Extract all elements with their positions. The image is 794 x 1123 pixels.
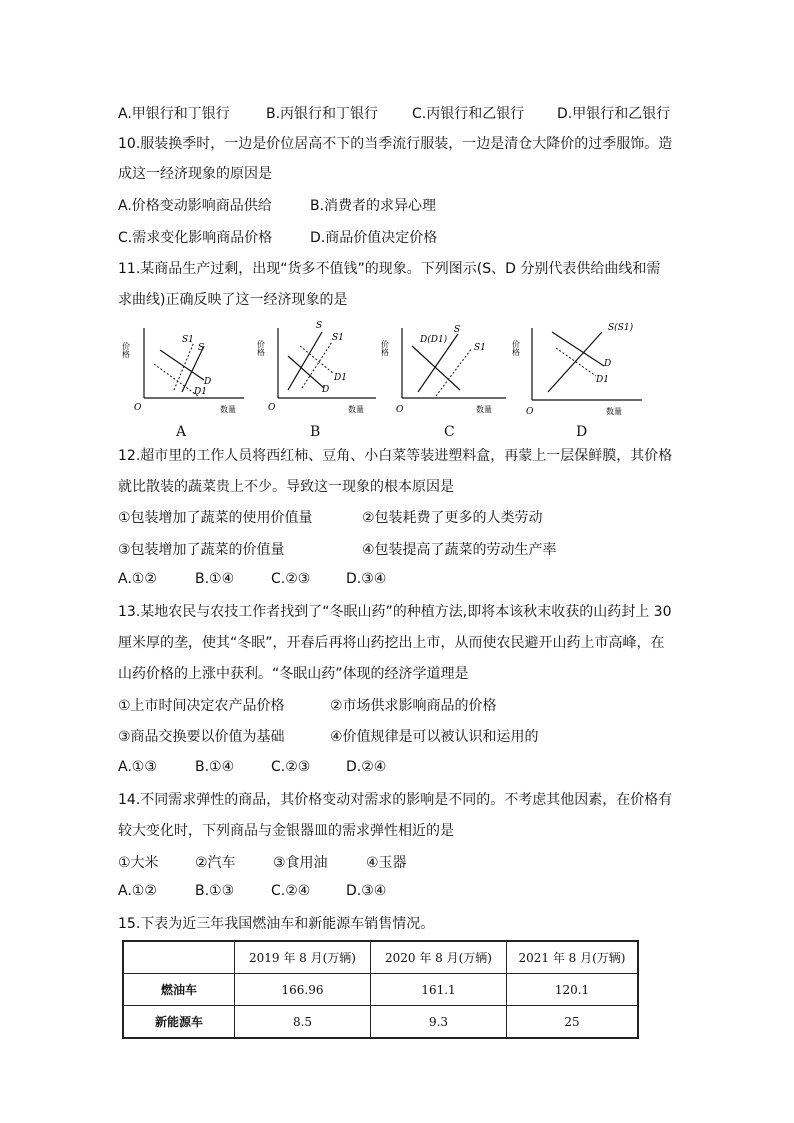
q12-choice-c: C.②③ xyxy=(271,571,311,587)
q13-choice-c: C.②③ xyxy=(271,759,311,775)
graph-d-label-d1: D1 xyxy=(596,375,609,385)
q14-item-4: ④玉器 xyxy=(366,855,407,871)
q14-items xyxy=(0,852,794,872)
table-header-cell xyxy=(123,941,235,974)
graph-b-label-d1: D1 xyxy=(334,373,347,383)
graph-d-label-d: D xyxy=(604,359,612,369)
q13-choice-b: B.①④ xyxy=(195,759,235,775)
graph-c-xlabel: 数量 xyxy=(476,405,492,414)
graph-a-caption: A xyxy=(176,424,187,440)
table-cell: 120.1 xyxy=(507,974,639,1006)
table-cell: 166.96 xyxy=(235,974,371,1006)
q12-item-2: ②包装耗费了更多的人类劳动 xyxy=(362,510,543,526)
q12-choice-a: A.①② xyxy=(118,571,157,587)
q14-item-2: ②汽车 xyxy=(195,855,236,871)
q11-stem-line2: 求曲线)正确反映了这一经济现象的是 xyxy=(118,292,348,308)
q10-option-d: D.商品价值决定价格 xyxy=(310,230,438,246)
q12-item-4: ④包装提高了蔬菜的劳动生产率 xyxy=(362,542,557,558)
graph-c-ylabel: 价格 xyxy=(380,340,390,356)
table-header-row xyxy=(123,941,638,974)
q14-choices xyxy=(0,883,794,903)
table-cell: 25 xyxy=(507,1006,639,1039)
q13-item-1: ①上市时间决定农产品价格 xyxy=(118,698,285,714)
q13-item-3: ③商品交换要以价值为基础 xyxy=(118,729,285,745)
q12-choices xyxy=(0,571,794,591)
q10-option-b: B.消费者的求异心理 xyxy=(310,198,437,214)
q14-choice-c: C.②④ xyxy=(271,883,311,899)
graph-a xyxy=(121,320,249,420)
q12-item-3: ③包装增加了蔬菜的价值量 xyxy=(118,542,285,558)
q13-stem-line3: 山药价格的上涨中获利。“冬眠山药”体现的经济学道理是 xyxy=(118,666,469,682)
graph-b-caption: B xyxy=(310,424,321,440)
table-row xyxy=(123,974,638,1006)
q12-stem-line1: 12.超市里的工作人员将西红柿、豆角、小白菜等装进塑料盒，再蒙上一层保鲜膜，其价格 xyxy=(118,448,673,464)
q9-option-c: C.丙银行和乙银行 xyxy=(412,106,525,122)
q13-stem-line2: 厘米厚的垄，使其“冬眠”，开春后再将山药挖出上市，从而使农民避开山药上市高峰，在 xyxy=(118,635,665,651)
q13-item-4: ④价值规律是可以被认识和运用的 xyxy=(330,729,539,745)
graph-c-label-s: S xyxy=(454,325,461,335)
graph-b-ylabel: 价格 xyxy=(256,340,266,356)
q12-stem-line2: 就比散装的蔬菜贵上不少。导致这一现象的根本原因是 xyxy=(118,479,454,495)
q14-stem-line1: 14.不同需求弹性的商品，其价格变动对需求的影响是不同的。不考虑其他因素，在价格有 xyxy=(118,792,673,808)
graph-d-xlabel: 数量 xyxy=(606,407,622,416)
q10-option-a: A.价格变动影响商品供给 xyxy=(118,198,272,214)
table-cell: 161.1 xyxy=(371,974,507,1006)
q14-item-1: ①大米 xyxy=(118,855,159,871)
graph-c-caption: C xyxy=(444,424,455,440)
graph-a-xlabel: 数量 xyxy=(220,405,236,414)
q14-stem-line2: 较大变化时，下列商品与金银器皿的需求弹性相近的是 xyxy=(118,823,454,839)
graph-a-label-d1: D1 xyxy=(194,387,207,397)
graph-d xyxy=(511,320,646,420)
graph-a-label-s: S xyxy=(198,343,205,353)
q13-stem-line1: 13.某地农民与农技工作者找到了“冬眠山药”的种植方法,即将本该秋末收获的山药封上 30 xyxy=(118,604,672,620)
q9-option-a: A.甲银行和丁银行 xyxy=(118,106,230,122)
q9-options xyxy=(0,103,794,123)
q10-stem-line1: 10.服装换季时，一边是价位居高不下的当季流行服装，一边是清仓大降价的过季服饰。造 xyxy=(118,136,673,152)
q11-stem-line1: 11.某商品生产过剩，出现“货多不值钱”的现象。下列图示(S、D 分别代表供给曲线和需 xyxy=(118,261,661,277)
graph-a-ylabel: 价格 xyxy=(121,342,131,358)
graph-a-label-d: D xyxy=(204,377,212,387)
q12-choice-b: B.①④ xyxy=(195,571,235,587)
graph-b-origin: O xyxy=(268,403,276,413)
table-cell: 9.3 xyxy=(371,1006,507,1039)
graph-a-origin: O xyxy=(134,403,142,413)
q12-choice-d: D.③④ xyxy=(346,571,387,587)
graph-b xyxy=(258,318,383,418)
q9-option-d: D.甲银行和乙银行 xyxy=(557,106,671,122)
graph-b-label-d: D xyxy=(322,385,330,395)
graph-b-xlabel: 数量 xyxy=(348,405,364,414)
q15-stem: 15.下表为近三年我国燃油车和新能源车销售情况。 xyxy=(118,916,435,932)
q14-choice-b: B.①③ xyxy=(195,883,235,899)
q13-choice-d: D.②④ xyxy=(346,759,387,775)
q13-item-2: ②市场供求影响商品的价格 xyxy=(330,698,497,714)
q9-option-b: B.丙银行和丁银行 xyxy=(266,106,379,122)
graph-d-origin: O xyxy=(526,407,534,417)
table-row-label: 燃油车 xyxy=(123,974,235,1006)
table-header-cell: 2019 年 8 月(万辆) xyxy=(235,941,371,974)
graph-d-caption: D xyxy=(576,424,588,440)
q13-choice-a: A.①③ xyxy=(118,759,157,775)
sales-table xyxy=(122,940,639,1039)
graph-c-origin: O xyxy=(396,405,404,415)
table-cell: 8.5 xyxy=(235,1006,371,1039)
table-header-cell: 2020 年 8 月(万辆) xyxy=(371,941,507,974)
graph-d-label-ss1: S(S1) xyxy=(608,323,634,333)
q14-choice-a: A.①② xyxy=(118,883,157,899)
graph-c-label-dd1: D(D1) xyxy=(420,335,448,345)
q10-option-c: C.需求变化影响商品价格 xyxy=(118,230,273,246)
graph-d-ylabel: 价格 xyxy=(511,340,521,356)
graph-b-label-s1: S1 xyxy=(332,333,344,343)
graph-c-label-s1: S1 xyxy=(474,343,486,353)
q14-choice-d: D.③④ xyxy=(346,883,387,899)
q13-choices xyxy=(0,759,794,779)
table-row-label: 新能源车 xyxy=(123,1006,235,1039)
q10-stem-line2: 成这一经济现象的原因是 xyxy=(118,166,272,182)
graph-c xyxy=(382,320,512,420)
graph-a-label-s1: S1 xyxy=(182,335,194,345)
q14-item-3: ③食用油 xyxy=(273,855,328,871)
table-header-cell: 2021 年 8 月(万辆) xyxy=(507,941,639,974)
graph-b-label-s: S xyxy=(316,321,323,331)
q12-item-1: ①包装增加了蔬菜的使用价值量 xyxy=(118,510,313,526)
table-row xyxy=(123,1006,638,1039)
